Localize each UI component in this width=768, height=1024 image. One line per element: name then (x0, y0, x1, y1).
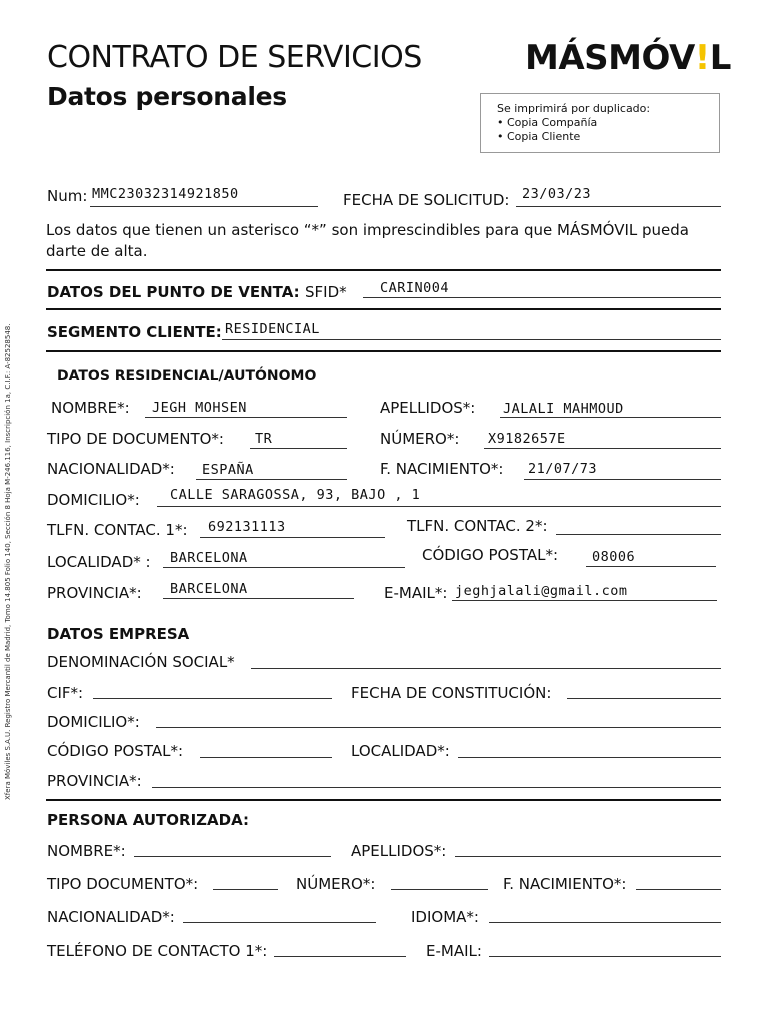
empresa-localidad-line[interactable] (458, 757, 721, 758)
tipo-doc-value[interactable]: TR (255, 431, 273, 447)
segmento-line (222, 339, 721, 340)
autorizada-tipo-doc-line[interactable] (213, 889, 278, 890)
autorizada-telefono-line[interactable] (274, 956, 406, 957)
tlfn2-label: TLFN. CONTAC. 2*: (407, 517, 548, 535)
nacionalidad-label: NACIONALIDAD*: (47, 460, 175, 478)
email-value[interactable]: jeghjalali@gmail.com (455, 583, 628, 599)
f-nacimiento-value[interactable]: 21/07/73 (528, 461, 598, 477)
divider-1 (46, 269, 721, 271)
empresa-provincia-line[interactable] (152, 787, 721, 788)
tlfn1-label: TLFN. CONTAC. 1*: (47, 521, 188, 539)
autorizada-nacionalidad-label: NACIONALIDAD*: (47, 908, 175, 926)
empresa-domicilio-label: DOMICILIO*: (47, 713, 140, 731)
num-line (90, 206, 318, 207)
divider-2 (46, 308, 721, 310)
provincia-line (163, 598, 354, 599)
cp-line (586, 566, 716, 567)
autorizada-nacionalidad-line[interactable] (183, 922, 376, 923)
apellidos-value[interactable]: JALALI MAHMOUD (503, 401, 624, 417)
empresa-domicilio-line[interactable] (156, 727, 721, 728)
autorizada-nombre-line[interactable] (134, 856, 331, 857)
numero-line (484, 448, 721, 449)
duplicate-note-title: Se imprimirá por duplicado: (497, 102, 651, 115)
provincia-label: PROVINCIA*: (47, 584, 142, 602)
nombre-value[interactable]: JEGH MOHSEN (152, 400, 247, 416)
intro-text: Los datos que tienen un asterisco “*” son imprescindibles para que MÁSMÓVIL pueda darte de alta. (46, 221, 689, 260)
autorizada-heading: PERSONA AUTORIZADA: (47, 811, 249, 829)
nacionalidad-line (196, 479, 347, 480)
autorizada-telefono-label: TELÉFONO DE CONTACTO 1*: (47, 942, 268, 960)
numero-label: NÚMERO*: (380, 430, 460, 448)
sfid-value[interactable]: CARIN004 (380, 280, 450, 296)
num-value[interactable]: MMC23032314921850 (92, 186, 239, 202)
localidad-value[interactable]: BARCELONA (170, 550, 248, 566)
side-legal-text: Xfera Móviles S.A.U. Registro Mercantil de Madrid, Tomo 14.805 Folio 140, Sección 8 Hoja M-246.116, Inscripción 1a, C.I.F.: A-82528548. (4, 323, 12, 800)
domicilio-value[interactable]: CALLE SARAGOSSA, 93, BAJO , 1 (170, 487, 421, 503)
cp-label: CÓDIGO POSTAL*: (422, 546, 558, 564)
f-nacimiento-line (524, 479, 721, 480)
fecha-solicitud-line (516, 206, 721, 207)
segmento-label: SEGMENTO CLIENTE: (47, 323, 222, 341)
f-nacimiento-label: F. NACIMIENTO*: (380, 460, 504, 478)
tlfn1-value[interactable]: 692131113 (208, 519, 286, 535)
empresa-localidad-label: LOCALIDAD*: (351, 742, 450, 760)
domicilio-label: DOMICILIO*: (47, 491, 140, 509)
duplicate-note-box (480, 93, 720, 153)
autorizada-nombre-label: NOMBRE*: (47, 842, 126, 860)
num-label: Num: (47, 187, 88, 205)
cif-line[interactable] (93, 698, 332, 699)
autorizada-idioma-line[interactable] (489, 922, 721, 923)
provincia-value[interactable]: BARCELONA (170, 581, 248, 597)
tlfn2-line (556, 534, 721, 535)
fecha-solicitud-value[interactable]: 23/03/23 (522, 186, 592, 202)
nombre-line (145, 417, 347, 418)
residencial-heading: DATOS RESIDENCIAL/AUTÓNOMO (57, 368, 317, 384)
localidad-label: LOCALIDAD* : (47, 553, 151, 571)
autorizada-apellidos-label: APELLIDOS*: (351, 842, 447, 860)
masmovil-logo (525, 38, 731, 78)
punto-venta-label: DATOS DEL PUNTO DE VENTA: (47, 283, 300, 301)
apellidos-label: APELLIDOS*: (380, 399, 476, 417)
sfid-line (363, 297, 721, 298)
segmento-value[interactable]: RESIDENCIAL (225, 321, 320, 337)
fecha-constitucion-label: FECHA DE CONSTITUCIÓN: (351, 684, 552, 702)
numero-value[interactable]: X9182657E (488, 431, 566, 447)
empresa-cp-label: CÓDIGO POSTAL*: (47, 742, 183, 760)
denominacion-label: DENOMINACIÓN SOCIAL* (47, 653, 235, 671)
document-title: CONTRATO DE SERVICIOS (47, 40, 422, 75)
domicilio-line (157, 506, 721, 507)
autorizada-email-line[interactable] (489, 956, 721, 957)
tipo-doc-line (250, 448, 347, 449)
logo-exclamation: ! (694, 38, 710, 78)
autorizada-tipo-doc-label: TIPO DOCUMENTO*: (47, 875, 199, 893)
divider-4 (46, 799, 721, 801)
tlfn1-line (200, 537, 385, 538)
duplicate-note-item-client: • Copia Cliente (497, 130, 581, 143)
autorizada-numero-line[interactable] (391, 889, 488, 890)
email-label: E-MAIL*: (384, 584, 448, 602)
autorizada-f-nacimiento-label: F. NACIMIENTO*: (503, 875, 627, 893)
autorizada-email-label: E-MAIL: (426, 942, 482, 960)
empresa-heading: DATOS EMPRESA (47, 625, 190, 643)
cp-value[interactable]: 08006 (592, 549, 636, 565)
empresa-cp-line[interactable] (200, 757, 332, 758)
autorizada-idioma-label: IDIOMA*: (411, 908, 479, 926)
document-subtitle: Datos personales (47, 82, 287, 111)
duplicate-note-item-company: • Copia Compañía (497, 116, 598, 129)
fecha-solicitud-label: FECHA DE SOLICITUD: (343, 191, 510, 209)
localidad-line (163, 567, 405, 568)
fecha-constitucion-line[interactable] (567, 698, 721, 699)
side-legal-container (4, 300, 24, 800)
denominacion-line[interactable] (251, 668, 721, 669)
autorizada-f-nacimiento-line[interactable] (636, 889, 721, 890)
empresa-provincia-label: PROVINCIA*: (47, 772, 142, 790)
autorizada-apellidos-line[interactable] (455, 856, 721, 857)
divider-3 (46, 350, 721, 352)
logo-text-main: MÁSMÓV (525, 38, 695, 78)
apellidos-line (500, 417, 721, 418)
sfid-label: SFID* (305, 283, 347, 301)
logo-text-tail: L (709, 38, 731, 78)
nacionalidad-value[interactable]: ESPAÑA (202, 462, 254, 478)
cif-label: CIF*: (47, 684, 84, 702)
email-line (452, 600, 717, 601)
tipo-doc-label: TIPO DE DOCUMENTO*: (47, 430, 224, 448)
autorizada-numero-label: NÚMERO*: (296, 875, 376, 893)
nombre-label: NOMBRE*: (51, 399, 130, 417)
